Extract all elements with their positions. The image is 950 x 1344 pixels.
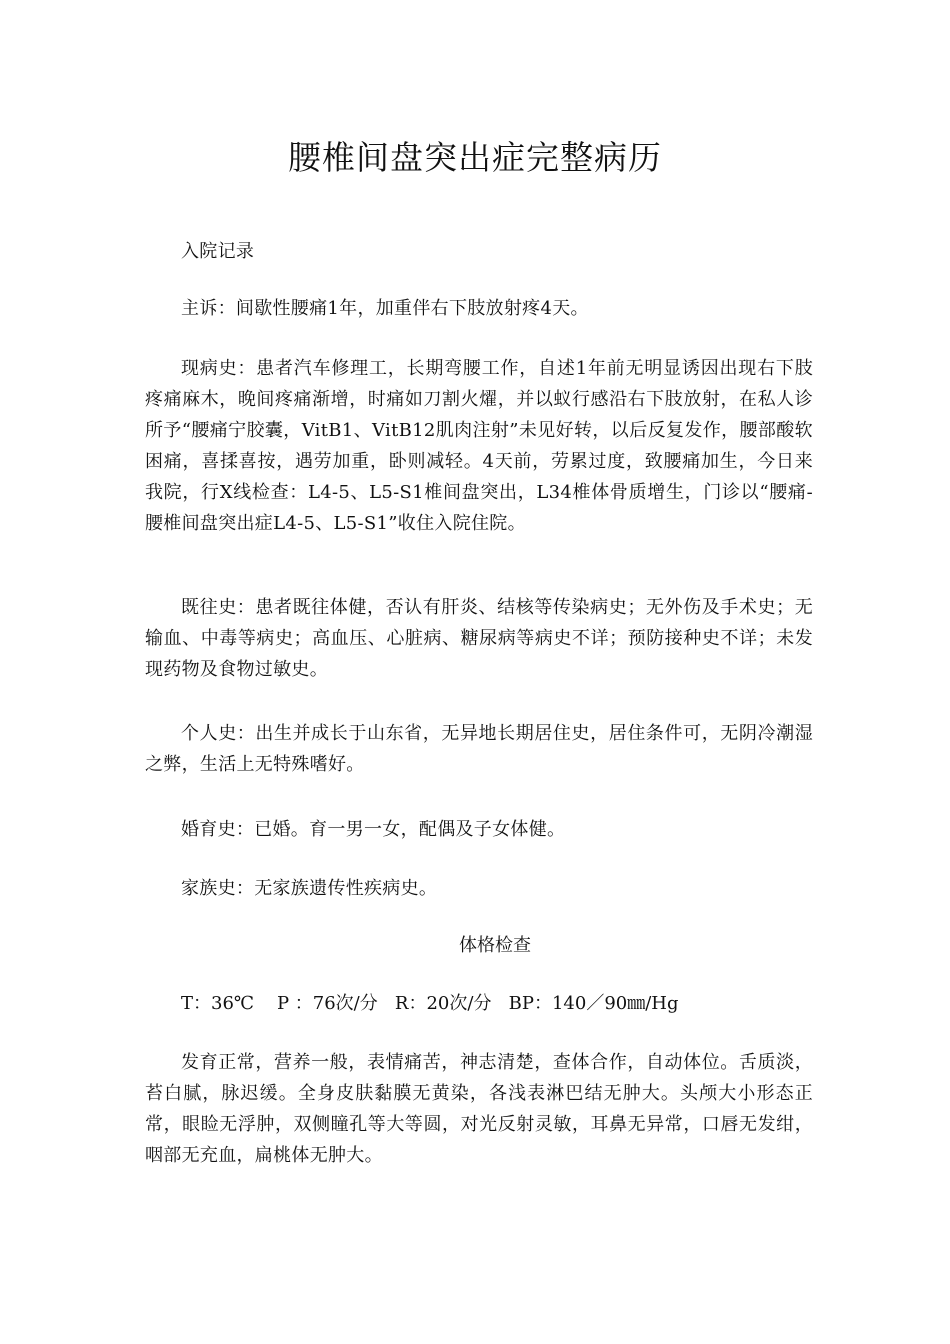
present-illness-history: 现病史：患者汽车修理工，长期弯腰工作，自述1年前无明显诱因出现右下肢疼痛麻木，晚间疼痛渐增，时痛如刀割火燿，并以蚁行感沿右下肢放射，在私人诊所予“腰痛宁胶囊，VitB1、VitB12肌肉注射”未见好转，以后反复发作，腰部酸软困痛，喜揉喜按，遇劳加重，卧则减轻。4天前，劳累过度，致腰痛加生，今日来我院，行X线检查：L4-5、L5-S1椎间盘突出，L34椎体骨质增生，门诊以“腰痛-腰椎间盘突出症L4-5、L5-S1”收住入院住院。 bbox=[145, 358, 813, 534]
physical-exam-heading: 体格检查 bbox=[459, 935, 531, 956]
vital-pulse: P ：76次/分 bbox=[276, 993, 378, 1014]
marital-history: 婚育史：已婚。育一男一女，配偶及子女体健。 bbox=[181, 819, 566, 840]
vital-signs bbox=[181, 988, 679, 1019]
vital-temperature: T：36℃ bbox=[181, 993, 255, 1014]
document-title: 腰椎间盘突出症完整病历 bbox=[288, 138, 662, 177]
chief-complaint: 主诉：间歇性腰痛1年，加重伴右下肢放射疼4天。 bbox=[181, 298, 589, 319]
vital-blood-pressure: BP：140／90㎜/Hg bbox=[508, 993, 679, 1014]
general-physical-exam: 发育正常，营养一般，表情痛苦，神志清楚，查体合作，自动体位。舌质淡，苔白腻，脉迟缓。全身皮肤黏膜无黄染，各浅表淋巴结无肿大。头颅大小形态正常，眼睑无浮肿，双侧瞳孔等大等圆，对光反射灵敏，耳鼻无异常，口唇无发绀，咽部无充血，扁桃体无肿大。 bbox=[145, 1052, 813, 1166]
past-medical-history: 既往史：患者既往体健，否认有肝炎、结核等传染病史；无外伤及手术史；无输血、中毒等病史；高血压、心脏病、糖尿病等病史不详；预防接种史不详；未发现药物及食物过敏史。 bbox=[145, 597, 813, 680]
vital-respiration: R：20次/分 bbox=[394, 993, 492, 1014]
personal-history: 个人史：出生并成长于山东省，无异地长期居住史，居住条件可，无阴冷潮湿之弊，生活上无特殊嗜好。 bbox=[145, 723, 813, 775]
family-history: 家族史：无家族遗传性疾病史。 bbox=[181, 878, 438, 899]
admission-record-label: 入院记录 bbox=[181, 241, 255, 262]
